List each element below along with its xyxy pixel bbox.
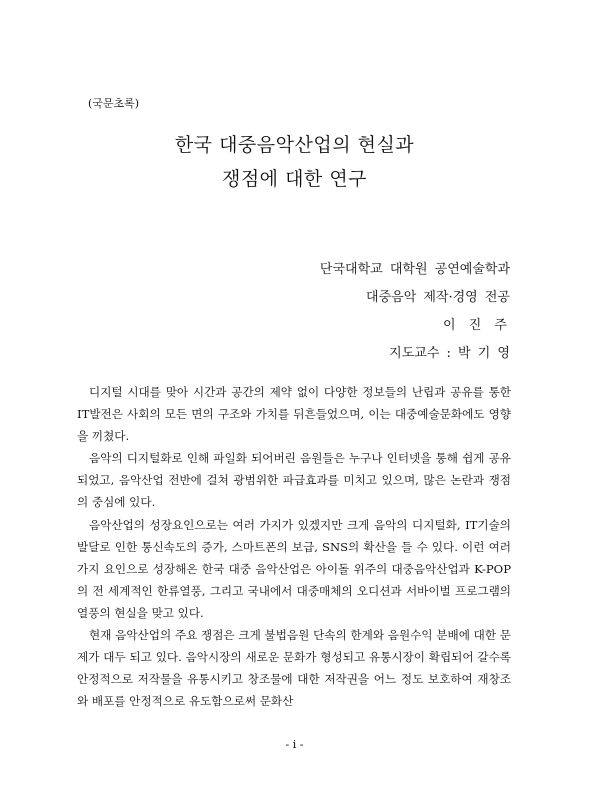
major: 대중음악 제작·경영 전공 <box>366 290 510 305</box>
title-line-2: 쟁점에 대한 연구 <box>221 168 368 190</box>
department: 단국대학교 대학원 공연예술학과 <box>319 262 510 277</box>
paragraph: 디지털 시대를 맞아 시간과 공간의 제약 없이 다양한 정보들의 난립과 공유를 통한 IT발전은 사회의 모든 면의 구조와 가치를 뒤흔들었으며, 이는 대중예술문화에도 영향을 끼쳤다. <box>77 385 511 444</box>
title-line-1: 한국 대중음악산업의 현실과 <box>174 134 415 156</box>
abstract-label: (국문초록) <box>88 97 140 110</box>
paragraph: 음악산업의 성장요인으로는 여러 가지가 있겠지만 크게 음악의 디지털화, IT기술의 발달로 인한 통신속도의 증가, 스마트폰의 보급, SNS의 확산을 들 수 있다. 이런 여러 가지 요인으로 성장해온 한국 대중 음악산업은 아이돌 위주의 대중음악산업과 K-POP의 전 세계적인 한류열풍, 그리고 국내에서 대중매체의 오디션과 서바이벌 프로그램의 열풍의 현실을 맞고 있다. <box>77 517 511 620</box>
paragraph: 음악의 디지털화로 인해 파일화 되어버린 음원들은 누구나 인터넷을 통해 쉽게 공유되었고, 음악산업 전반에 걸쳐 광범위한 파급효과를 미치고 있으며, 많은 논란과 쟁점의 중심에 있다. <box>77 451 511 510</box>
page-number: - i - <box>285 738 304 751</box>
advisor: 지도교수 : 박 기 영 <box>389 346 510 361</box>
paragraph: 현재 음악산업의 주요 쟁점은 크게 불법음원 단속의 한계와 음원수익 분배에 대한 문제가 대두 되고 있다. 음악시장의 새로운 문화가 형성되고 유통시장이 확립되어 갈수록 안정적으로 저작물을 유통시키고 창조물에 대한 저작권을 어느 정도 보호하여 재창조와 배포를 안정적으로 유도함으로써 문화산 <box>77 628 511 709</box>
author-name: 이 진 주 <box>443 318 510 333</box>
abstract-body <box>77 381 511 712</box>
thesis-title <box>0 128 589 196</box>
